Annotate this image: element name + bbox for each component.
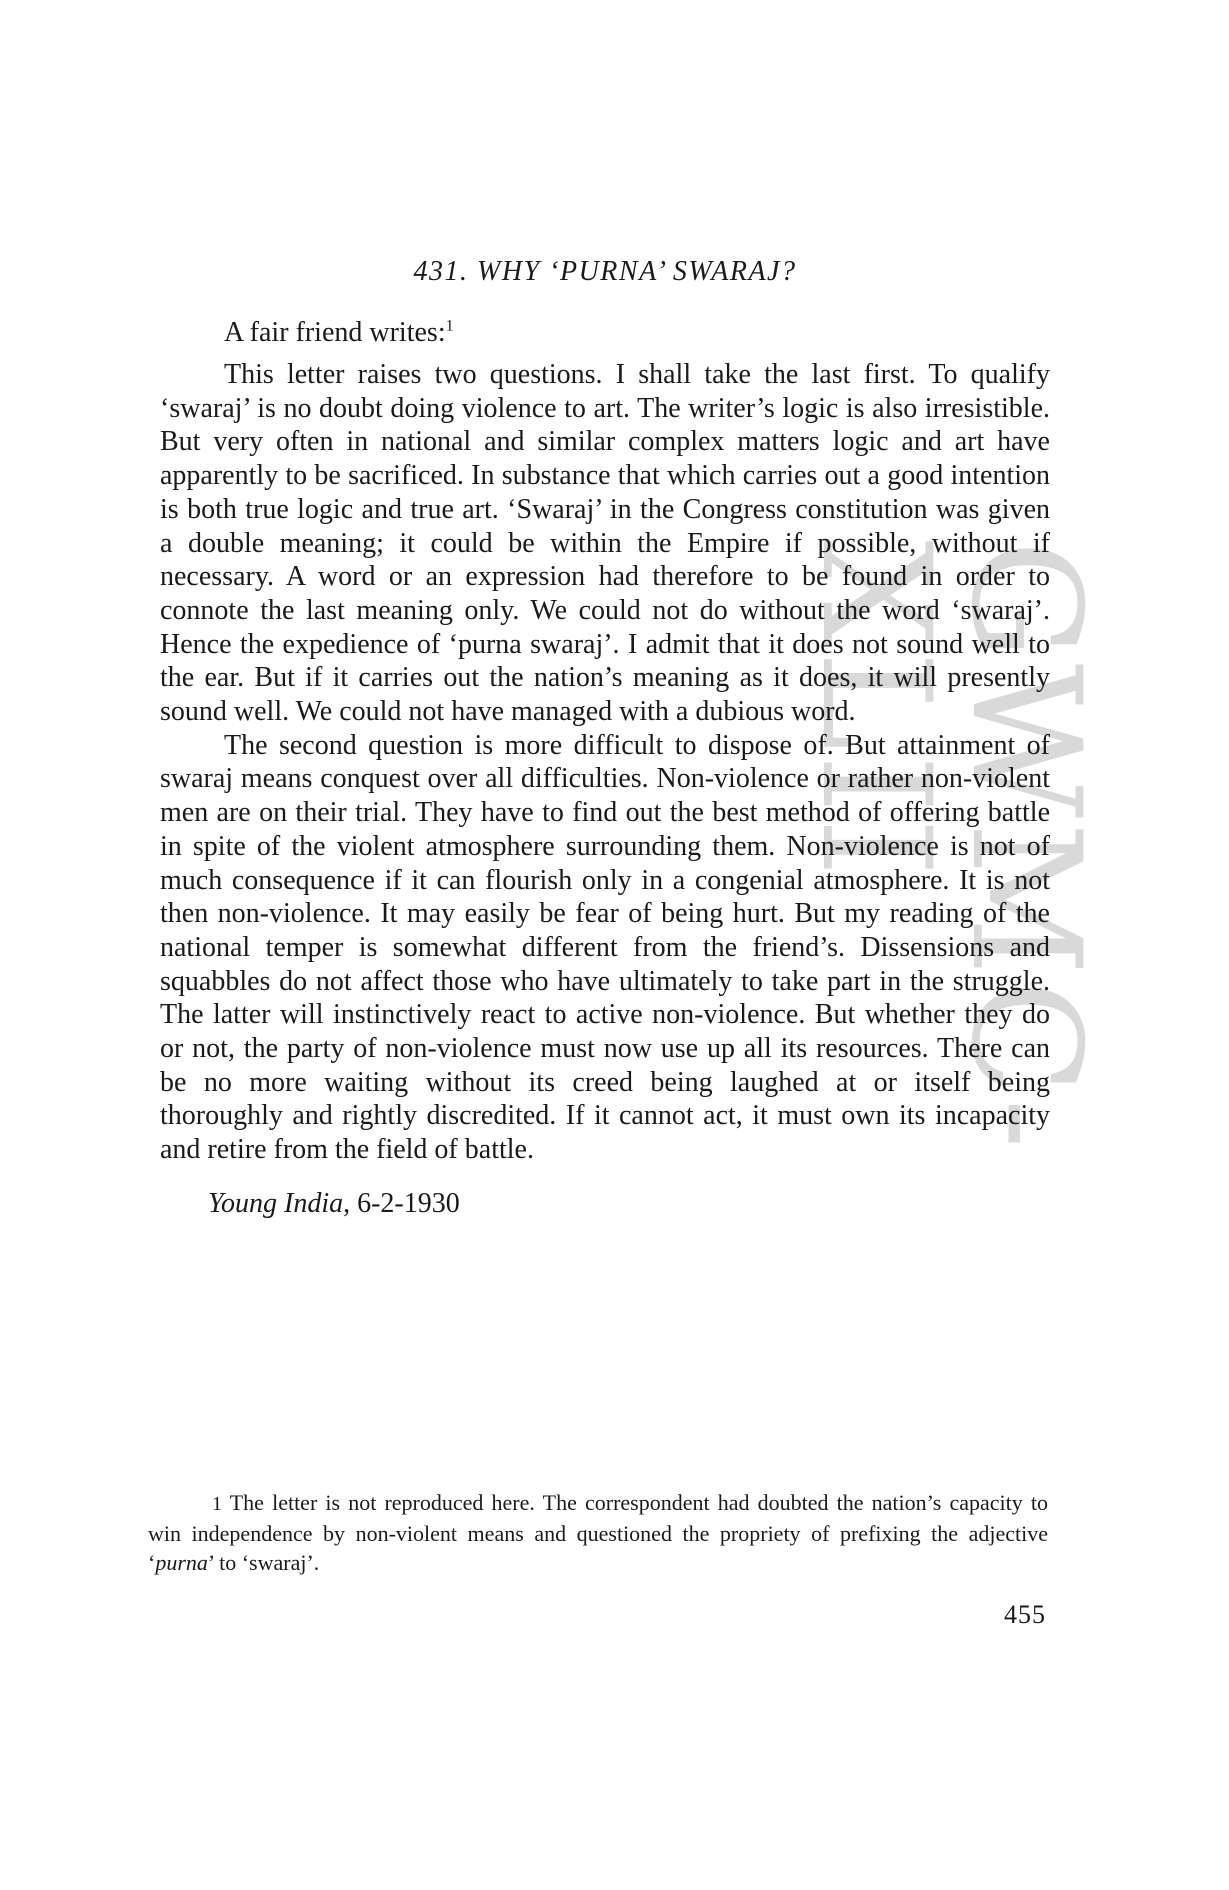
source-date: , 6-2-1930 (343, 1187, 460, 1219)
intro-text: A fair friend writes: (224, 317, 446, 348)
footnote-reference: 1 (445, 317, 454, 335)
page-number: 455 (1004, 1600, 1046, 1629)
article (160, 256, 1050, 1221)
paragraph-2: The second question is more difficult to dispose of. But attainment of swaraj means conquest over all difficulties. Non-violence or rather non-violent men are on their trial. They have to find out the best method of offering battle in spite of the violent atmosphere surrounding them. Non-violence is not of much consequence if it can flourish only in a congenial atmosphere. It is not then non-violence. It may easily be fear of being hurt. But my reading of the national temper is somewhat different from the friend’s. Dissensions and squabbles do not affect those who have ultimately to take part in the struggle. The latter will instinctively react to active non-violence. But whether they do or not, the party of non-violence must now use up all its resources. There can be no more waiting without its creed being laughed at or itself being thoroughly and rightly discredited. If it cannot act, it must own its incapacity and retire from the field of battle. (160, 729, 1050, 1166)
footnote-text-part: The letter is not reproduced here. The correspondent had doubted the nation’s capacity to win independence by non-violent means and questioned the propriety of prefixing the adjective ‘ (148, 1490, 1048, 1575)
footnote (148, 1488, 1048, 1577)
paragraph-1: This letter raises two questions. I shall take the last first. To qualify ‘swaraj’ is no doubt doing violence to art. The writer’s logic is also irresistible. But very often in national and similar complex matters logic and art have apparently to be sacrificed. In substance that which carries out a good intention is both true logic and true art. ‘Swaraj’ in the Congress constitution was given a double meaning; it could be within the Empire if possible, without if necessary. A word or an expression had therefore to be found in order to connote the last meaning only. We could not do without the word ‘swaraj’. Hence the expedience of ‘purna swaraj’. I admit that it does not sound well to the ear. But if it carries out the nation’s meaning as it does, it will presently sound well. We could not have managed with a dubious word. (160, 359, 1050, 728)
source-citation (208, 1187, 1050, 1221)
footnote-italic-word: purna (155, 1550, 208, 1575)
footnote-text (148, 1488, 1048, 1577)
footnote-text-part: ’ to ‘swaraj’. (207, 1550, 320, 1575)
intro-line (224, 316, 1050, 350)
footnote-marker: 1 (212, 1493, 222, 1515)
article-heading: 431. WHY ‘PURNA’ SWARAJ? (413, 256, 797, 287)
article-body (160, 358, 1050, 1167)
source-publication: Young India (208, 1187, 344, 1219)
watermark: GWMC-XLII (788, 540, 1112, 1154)
